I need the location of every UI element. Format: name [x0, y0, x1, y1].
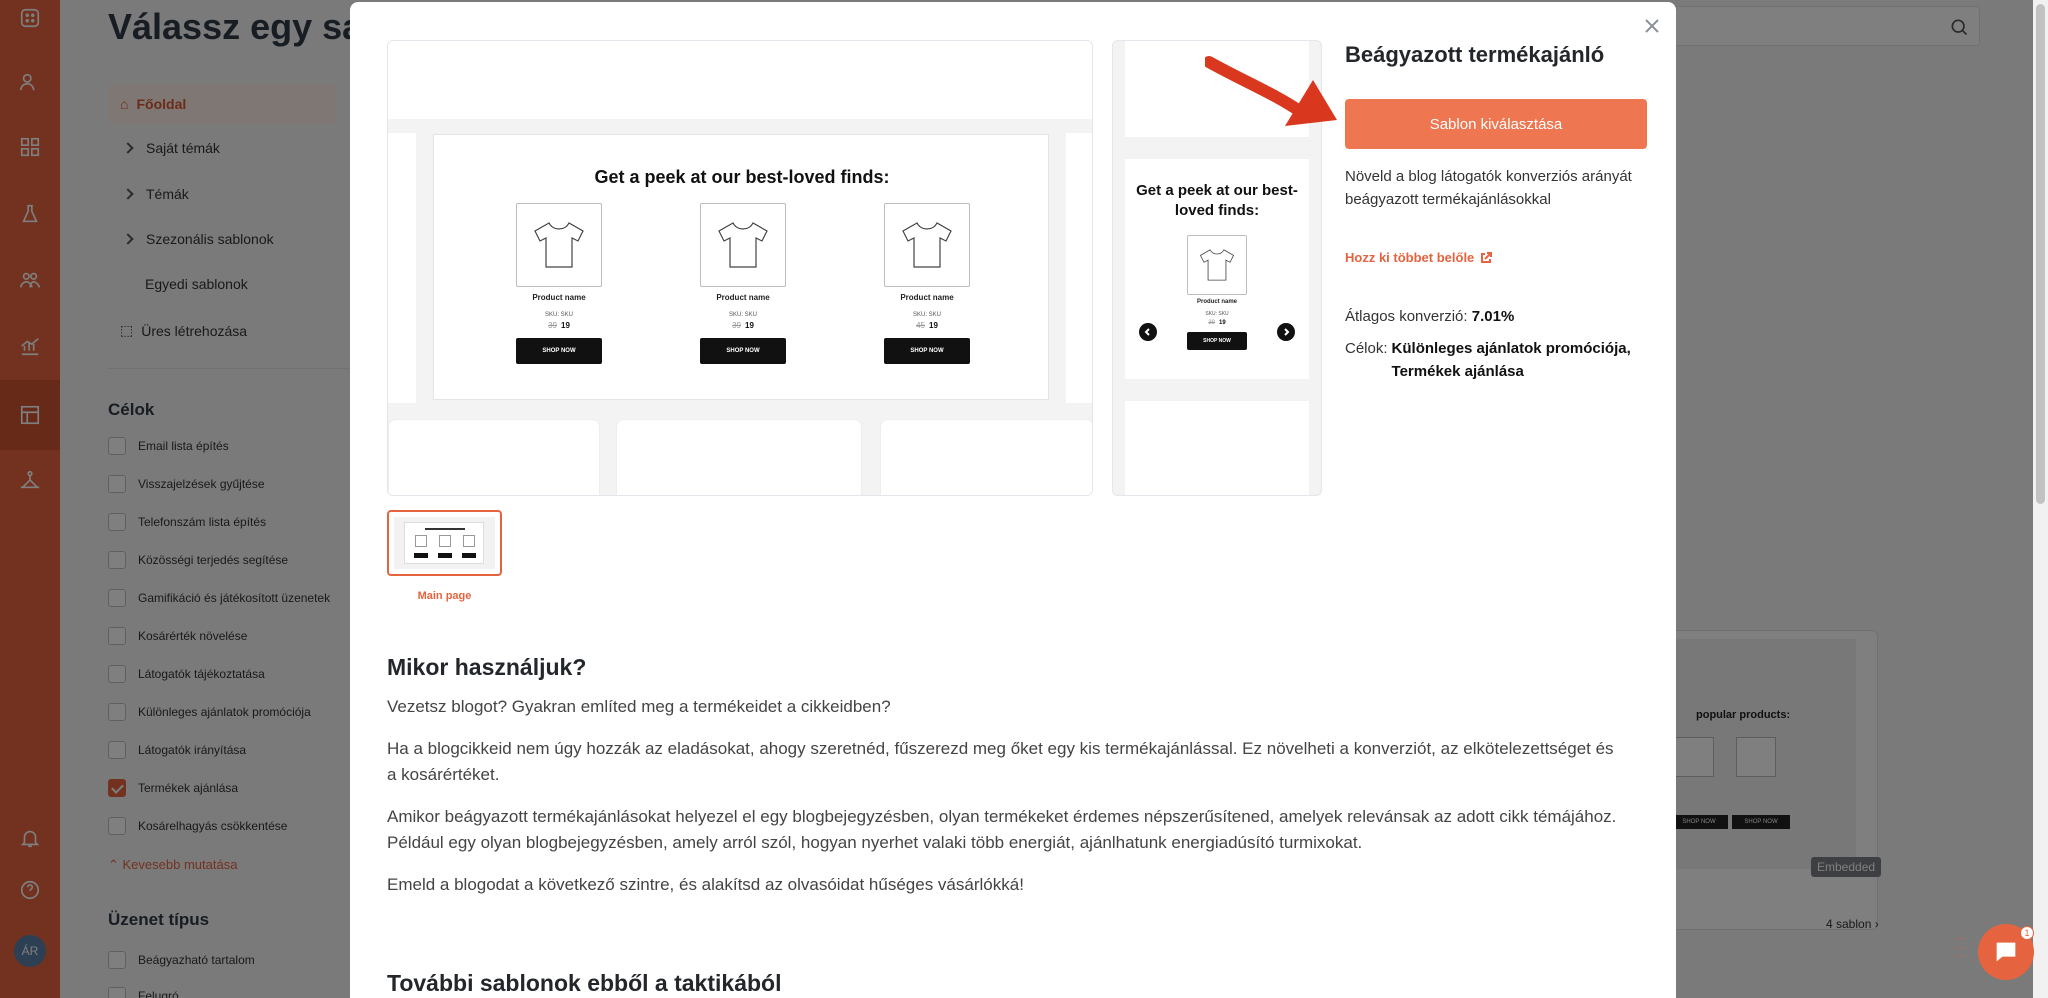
template-goals: Célok: Különleges ajánlatok promóciója, Termékek ajánlása [1345, 340, 1631, 380]
paragraph: Vezetsz blogot? Gyakran említed meg a termékeidet a cikkeidben? [387, 697, 891, 716]
template-title: Beágyazott termékajánló [1345, 42, 1605, 67]
product-card: Product name SKU: SKU 39 19 SHOP NOW [700, 203, 786, 364]
shop-now-button: SHOP NOW [516, 338, 602, 364]
more-templates-heading: További sablonok ebből a taktikából [387, 970, 782, 996]
template-description: Növeld a blog látogatók konverziós arányát beágyazott termékajánlásokkal [1345, 168, 1632, 208]
preview-heading: Get a peek at our best-loved finds: [594, 167, 890, 187]
scrollbar-thumb[interactable] [2036, 4, 2045, 504]
external-link-icon [1480, 252, 1492, 264]
mobile-preview-card [1125, 159, 1309, 379]
preview-content-card [433, 134, 1049, 400]
chat-notification-badge: 1 [2020, 926, 2034, 940]
tshirt-icon [463, 535, 475, 547]
template-detail-modal [350, 2, 1676, 998]
thumbnail-label[interactable]: Main page [417, 590, 472, 602]
preview-next-card [616, 419, 862, 496]
tshirt-icon [439, 535, 451, 547]
preview-next-card [880, 419, 1093, 496]
close-button[interactable] [1638, 12, 1666, 40]
shop-now-button: SHOP NOW [884, 338, 970, 364]
shop-now-button: SHOP NOW [700, 338, 786, 364]
product-card: Product name SKU: SKU 45 19 SHOP NOW [884, 203, 970, 364]
carousel-next-icon [1277, 323, 1295, 341]
product-card: Product name SKU: SKU 39 19 SHOP NOW [1187, 235, 1247, 350]
preview-side-card [388, 133, 416, 403]
product-card: Product name SKU: SKU 39 19 SHOP NOW [516, 203, 602, 364]
tshirt-icon [516, 203, 602, 287]
tshirt-icon [1187, 235, 1247, 295]
tshirt-icon [700, 203, 786, 287]
paragraph: Ha a blogcikkeid nem úgy hozzák az eladásokat, ahogy szeretnéd, fűszerezd meg őket egy kis termékajánlással. Ez növelheti a konverziót, az elkötelezettséget és a kosárértéket. [387, 739, 1614, 784]
close-icon [1644, 18, 1660, 34]
page-thumbnail-main[interactable] [387, 510, 502, 576]
paragraph: Amikor beágyazott termékajánlásokat helyezel el egy blogbejegyzésben, olyan termékeket érdemes népszerűsítened, amelyek relevánsak az adott cikk témájához. Például egy olyan blogbejegyzésben, amely arról szól, hogyan nyerhet valaki több energiát, ajánlhatunk energiadúsító turmixokat. [387, 807, 1617, 852]
desktop-preview [387, 40, 1093, 496]
shop-now-button: SHOP NOW [1187, 332, 1247, 350]
tshirt-icon [415, 535, 427, 547]
red-arrow-annotation [1205, 54, 1345, 144]
side-feedback-tab[interactable]: ⋮⋮⋮ [1956, 934, 1966, 961]
mobile-preview-next-card [1125, 401, 1309, 496]
preview-next-card [388, 419, 600, 496]
mobile-preview-heading: Get a peek at our best-loved finds: [1136, 182, 1298, 219]
chat-icon [1992, 938, 2020, 966]
learn-more-link[interactable]: Hozz ki többet belőle [1345, 250, 1492, 265]
when-to-use-heading: Mikor használjuk? [387, 654, 587, 680]
preview-side-card [1066, 133, 1093, 403]
carousel-prev-icon [1139, 323, 1157, 341]
tshirt-icon [884, 203, 970, 287]
paragraph: Emeld a blogodat a következő szintre, és alakítsd az olvasóidat hűséges vásárlókká! [387, 875, 1024, 894]
select-template-button[interactable]: Sablon kiválasztása [1345, 99, 1647, 149]
average-conversion: Átlagos konverzió: 7.01% [1345, 308, 1515, 325]
